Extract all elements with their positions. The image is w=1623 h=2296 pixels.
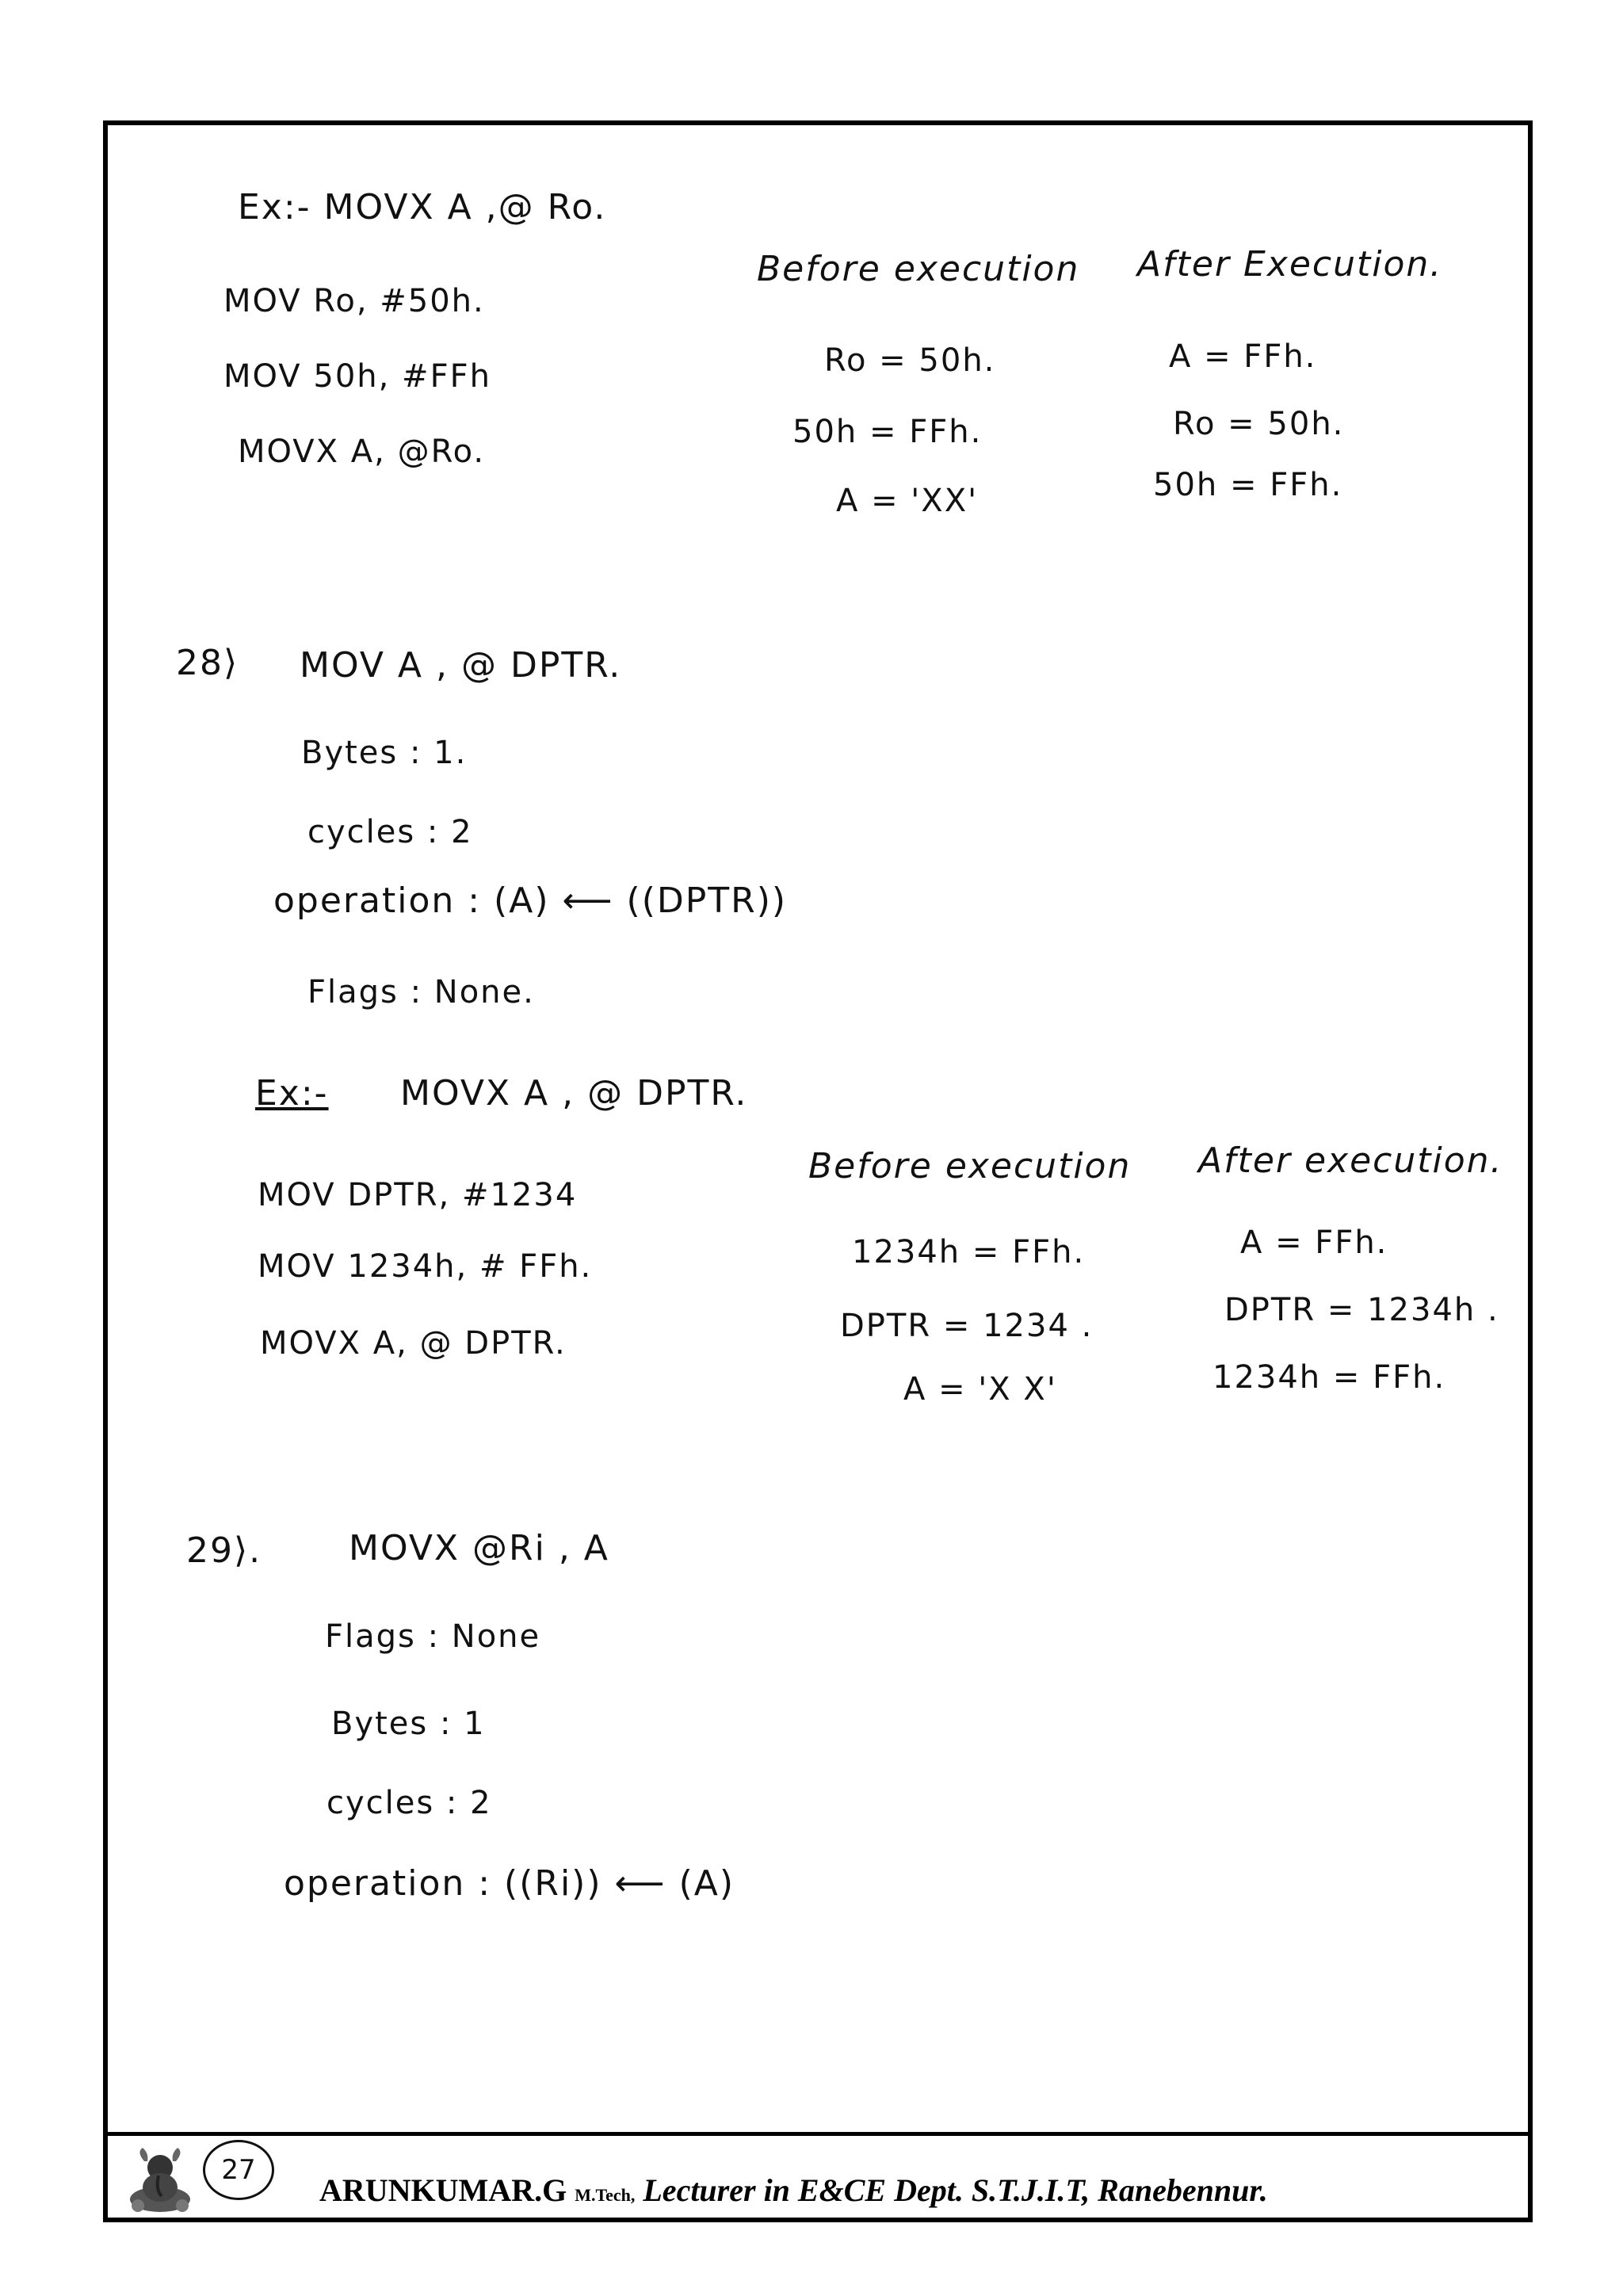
example1-code-line-1: MOV Ro, #50h.	[223, 283, 485, 319]
example1-before-header: Before execution	[757, 249, 1080, 289]
item29-instruction: MOVX @Ri , A	[349, 1528, 609, 1568]
item28-bytes: Bytes : 1.	[301, 735, 468, 771]
example1-before-line-3: A = 'XX'	[836, 483, 979, 519]
example2-before-line-3: A = 'X X'	[903, 1371, 1057, 1408]
item28-instruction: MOV A , @ DPTR.	[300, 645, 622, 686]
example2-before-line-2: DPTR = 1234 .	[840, 1308, 1094, 1344]
example2-heading-label: Ex:-	[255, 1073, 329, 1114]
item28-flags: Flags : None.	[307, 974, 535, 1010]
example2-before-line-1: 1234h = FFh.	[852, 1234, 1086, 1270]
item29-number: 29⟩.	[186, 1530, 262, 1571]
item29-bytes: Bytes : 1	[331, 1706, 486, 1742]
deity-logo-image	[120, 2144, 200, 2215]
footer-author: ARUNKUMAR.G	[319, 2172, 567, 2208]
example1-before-line-1: Ro = 50h.	[824, 342, 996, 379]
footer-credit	[319, 2172, 1268, 2209]
example1-before-line-2: 50h = FFh.	[792, 414, 983, 450]
example2-code-line-2: MOV 1234h, # FFh.	[258, 1248, 593, 1285]
footer-role: Lecturer in E&CE Dept. S.T.J.I.T, Ranebennur.	[643, 2172, 1268, 2208]
example1-code-line-3: MOVX A, @Ro.	[238, 434, 486, 470]
example1-heading: Ex:- MOVX A ,@ Ro.	[238, 187, 607, 227]
example1-after-line-2: Ro = 50h.	[1173, 406, 1345, 442]
item28-operation: operation : (A) ⟵ ((DPTR))	[273, 881, 788, 921]
example2-after-header: After execution.	[1198, 1140, 1503, 1181]
example1-after-line-1: A = FFh.	[1169, 338, 1317, 375]
item29-flags: Flags : None	[325, 1618, 541, 1655]
example1-code-line-2: MOV 50h, #FFh	[223, 358, 491, 395]
example2-code-line-3: MOVX A, @ DPTR.	[260, 1325, 567, 1362]
example2-code-line-1: MOV DPTR, #1234	[258, 1177, 578, 1213]
footer-divider	[103, 2132, 1533, 2136]
item29-cycles: cycles : 2	[327, 1785, 492, 1821]
page-number-badge: 27	[203, 2140, 274, 2200]
example1-after-header: After Execution.	[1137, 244, 1443, 285]
example2-before-header: Before execution	[808, 1146, 1132, 1186]
footer-qualification: M.Tech,	[575, 2185, 636, 2205]
example2-after-line-2: DPTR = 1234h .	[1224, 1292, 1499, 1328]
item28-number: 28⟩	[176, 643, 239, 683]
item29-operation: operation : ((Ri)) ⟵ (A)	[284, 1863, 735, 1904]
example1-after-line-3: 50h = FFh.	[1153, 467, 1343, 503]
example2-after-line-1: A = FFh.	[1240, 1224, 1388, 1261]
item28-cycles: cycles : 2	[307, 814, 473, 850]
example2-heading-instruction: MOVX A , @ DPTR.	[400, 1073, 748, 1114]
example2-after-line-3: 1234h = FFh.	[1212, 1359, 1446, 1396]
